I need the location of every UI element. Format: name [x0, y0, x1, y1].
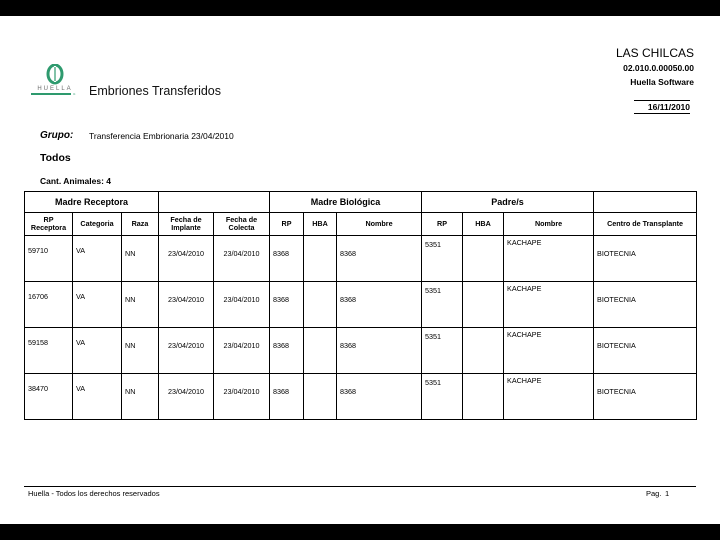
cell-nombre-madre: 8368: [337, 282, 422, 328]
col-header-raza: Raza: [122, 213, 159, 236]
cell-categoria: VA: [73, 374, 122, 420]
svg-text:»: »: [73, 91, 76, 97]
table-row: [25, 236, 697, 282]
col-header-rp-receptora: RP Receptora: [25, 213, 73, 236]
cell-fecha-colecta: 23/04/2010: [214, 374, 270, 420]
date-bottom-rule: [634, 113, 690, 114]
table-row: [25, 374, 697, 420]
col-header-centro: Centro de Transplante: [594, 213, 697, 236]
table-row: [25, 282, 697, 328]
footer-rule: [24, 486, 696, 487]
cell-nombre-madre: 8368: [337, 374, 422, 420]
animal-count: Cant. Animales: 4: [40, 176, 112, 186]
footer-page-label: Pag.: [646, 489, 662, 498]
cell-rp-madre: 8368: [270, 236, 304, 282]
svg-text:HUELLA: HUELLA: [37, 86, 73, 92]
cell-fecha-colecta: 23/04/2010: [214, 236, 270, 282]
cell-nombre-padre: KACHAPE: [504, 328, 594, 374]
cell-rp-receptora: 38470: [25, 374, 73, 420]
col-header-nombre-madre: Nombre: [337, 213, 422, 236]
huella-logo: [27, 64, 83, 98]
cell-categoria: VA: [73, 328, 122, 374]
col-header-hba-madre: HBA: [304, 213, 337, 236]
cell-hba-padre: [463, 328, 504, 374]
group-header-empty: [159, 192, 270, 213]
col-header-fecha-implante: Fecha de Implante: [159, 213, 214, 236]
group-subtitle: Todos: [40, 152, 71, 164]
software-name: Huella Software: [630, 77, 694, 87]
cell-rp-padre: 5351: [422, 236, 463, 282]
group-header-empty-2: [594, 192, 697, 213]
group-header-padres: Padre/s: [422, 192, 594, 213]
cell-nombre-madre: 8368: [337, 328, 422, 374]
cell-categoria: VA: [73, 282, 122, 328]
cell-centro: BIOTECNIA: [594, 282, 697, 328]
cell-fecha-colecta: 23/04/2010: [214, 328, 270, 374]
col-header-hba-padre: HBA: [463, 213, 504, 236]
cell-centro: BIOTECNIA: [594, 236, 697, 282]
cell-rp-receptora: 59158: [25, 328, 73, 374]
cell-centro: BIOTECNIA: [594, 328, 697, 374]
cell-fecha-implante: 23/04/2010: [159, 374, 214, 420]
cell-rp-padre: 5351: [422, 282, 463, 328]
group-label: Grupo:: [40, 130, 74, 141]
cell-rp-receptora: 59710: [25, 236, 73, 282]
footer-copyright: Huella - Todos los derechos reservados: [28, 489, 160, 498]
cell-fecha-implante: 23/04/2010: [159, 236, 214, 282]
cell-raza: NN: [122, 374, 159, 420]
footer-page-number: 1: [665, 489, 670, 498]
col-header-rp-madre: RP: [270, 213, 304, 236]
cell-rp-madre: 8368: [270, 282, 304, 328]
cell-nombre-padre: KACHAPE: [504, 282, 594, 328]
cell-rp-madre: 8368: [270, 328, 304, 374]
col-header-categoria: Categoria: [73, 213, 122, 236]
cell-centro: BIOTECNIA: [594, 374, 697, 420]
embryo-table: [24, 191, 697, 420]
cell-hba-padre: [463, 374, 504, 420]
report-code: 02.010.0.00050.00: [623, 63, 694, 73]
cell-raza: NN: [122, 328, 159, 374]
cell-hba-padre: [463, 236, 504, 282]
date-top-rule: [634, 100, 690, 101]
company-name: LAS CHILCAS: [615, 46, 694, 60]
table-row: [25, 328, 697, 374]
cell-hba-madre: [304, 328, 337, 374]
cell-hba-padre: [463, 282, 504, 328]
col-header-rp-padre: RP: [422, 213, 463, 236]
cell-hba-madre: [304, 282, 337, 328]
report-page: [0, 16, 720, 524]
cell-raza: NN: [122, 282, 159, 328]
report-date: 16/11/2010: [647, 102, 690, 112]
cell-nombre-padre: KACHAPE: [504, 374, 594, 420]
cell-raza: NN: [122, 236, 159, 282]
col-header-fecha-colecta: Fecha de Colecta: [214, 213, 270, 236]
cell-rp-receptora: 16706: [25, 282, 73, 328]
cell-fecha-colecta: 23/04/2010: [214, 282, 270, 328]
cell-hba-madre: [304, 374, 337, 420]
group-value: Transferencia Embrionaria 23/04/2010: [89, 131, 234, 141]
cell-rp-padre: 5351: [422, 328, 463, 374]
cell-nombre-padre: KACHAPE: [504, 236, 594, 282]
group-header-madre-biologica: Madre Biológica: [270, 192, 422, 213]
cell-fecha-implante: 23/04/2010: [159, 282, 214, 328]
cell-nombre-madre: 8368: [337, 236, 422, 282]
group-header-madre-receptora: Madre Receptora: [25, 192, 159, 213]
cell-rp-padre: 5351: [422, 374, 463, 420]
cell-rp-madre: 8368: [270, 374, 304, 420]
report-title: Embriones Transferidos: [89, 84, 222, 98]
col-header-nombre-padre: Nombre: [504, 213, 594, 236]
cell-categoria: VA: [73, 236, 122, 282]
cell-hba-madre: [304, 236, 337, 282]
cell-fecha-implante: 23/04/2010: [159, 328, 214, 374]
